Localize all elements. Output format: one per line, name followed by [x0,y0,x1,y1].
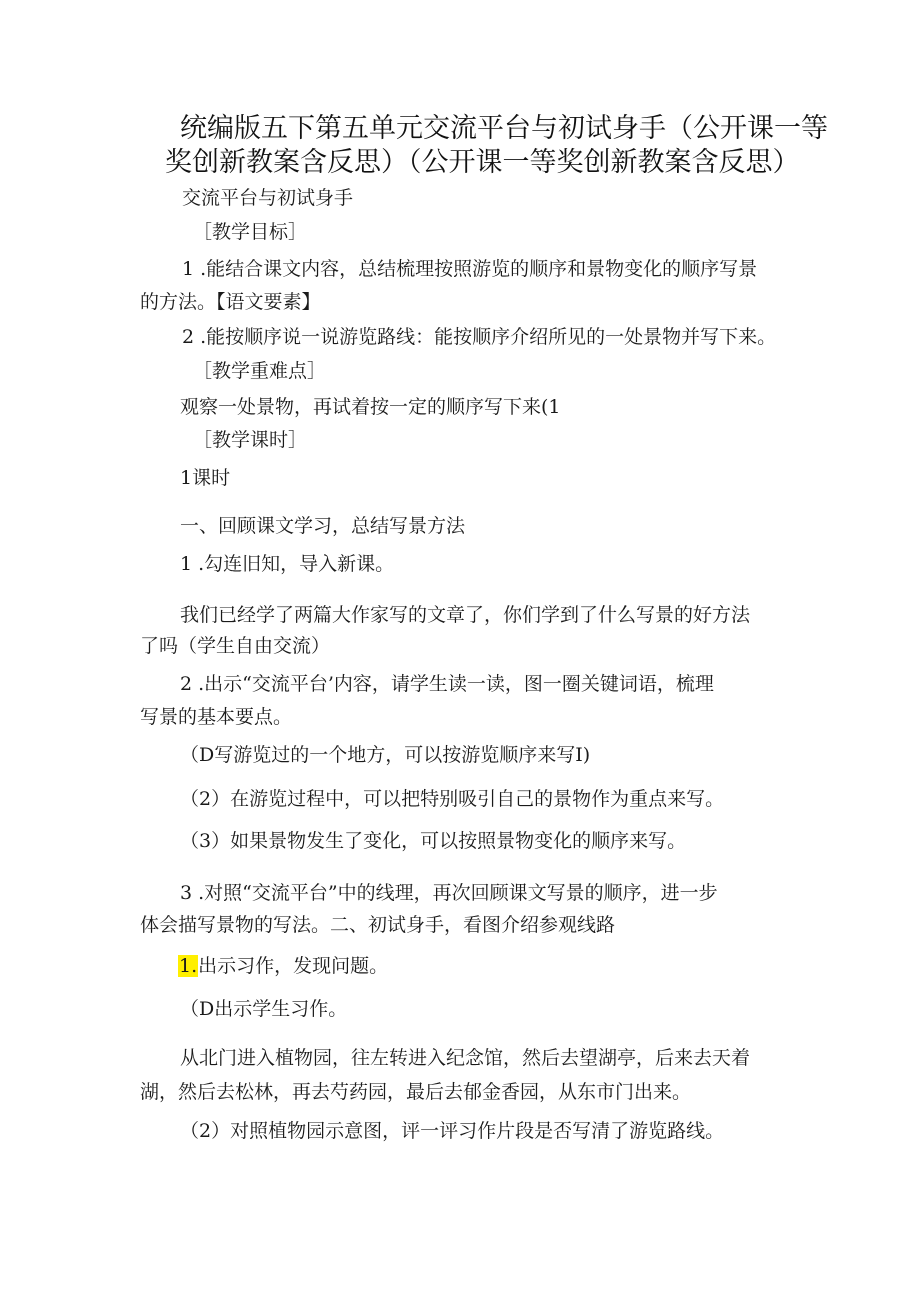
heading-key-points: ［教学重难点］ [193,360,327,382]
step-2-line-2: 写景的基本要点。 [140,706,293,728]
paragraph-2-line-2: 湖，然后去松林，再去芍药园，最后去郁金香园，从东市门出来。 [140,1081,692,1103]
paragraph-1-line-2: 了吗（学生自由交流） [140,635,331,657]
sub-item-2: （2）对照植物园示意图，评一评习作片段是否写清了游览路线。 [180,1120,725,1142]
step-2-line-1: 2 .出示“交流平台’内容，请学生读一读，图一圈关键词语，梳理 [180,673,714,695]
heading-class-hours: ［教学课时］ [193,429,308,451]
key-point-text: 观察一处景物，再试着按一定的顺序写下来(1 [180,396,561,418]
point-2: （2）在游览过程中，可以把特别吸引自己的景物作为重点来写。 [180,788,725,810]
paragraph-2-line-1: 从北门进入植物园，往左转进入纪念馆，然后去望湖亭，后来去天着 [180,1047,751,1069]
goal-1-line-1: 1 .能结合课文内容，总结梳理按照游览的顺序和景物变化的顺序写景 [182,258,758,280]
step-4 [178,954,388,978]
step-3-line-1: 3 .对照“交流平台”中的线理，再次回顾课文写景的顺序，进一步 [180,882,718,904]
goal-1-line-2: 的方法。【语文要素】 [140,291,321,313]
goal-2: 2 .能按顺序说一说游览路线：能按顺序介绍所见的一处景物并写下来。 [182,326,777,348]
section-1-heading: 一、回顾课文学习，总结写景方法 [180,515,466,537]
class-hours-value: 1课时 [180,467,231,489]
point-3: （3）如果景物发生了变化，可以按照景物变化的顺序来写。 [180,830,687,852]
sub-item-1: （D出示学生习作。 [180,998,348,1020]
document-title-line-1: 统编版五下第五单元交流平台与初试身手（公开课一等 [180,113,828,144]
heading-teaching-goals: ［教学目标］ [193,221,308,243]
step-1: 1 .勾连旧知，导入新课。 [180,553,395,575]
point-1: （D写游览过的一个地方，可以按游览顺序来写I) [180,744,591,766]
step-4-number-highlight: 1. [179,955,198,977]
step-3-line-2: 体会描写景物的写法。二、初试身手，看图介绍参观线路 [140,914,616,936]
lesson-subtitle: 交流平台与初试身手 [182,187,354,209]
document-title-line-2: 奖创新教案含反思）（公开课一等奖创新教案含反思） [165,147,800,178]
step-4-text: 出示习作，发现问题。 [198,955,389,977]
paragraph-1-line-1: 我们已经学了两篇大作家写的文章了，你们学到了什么写景的好方法 [180,604,751,626]
